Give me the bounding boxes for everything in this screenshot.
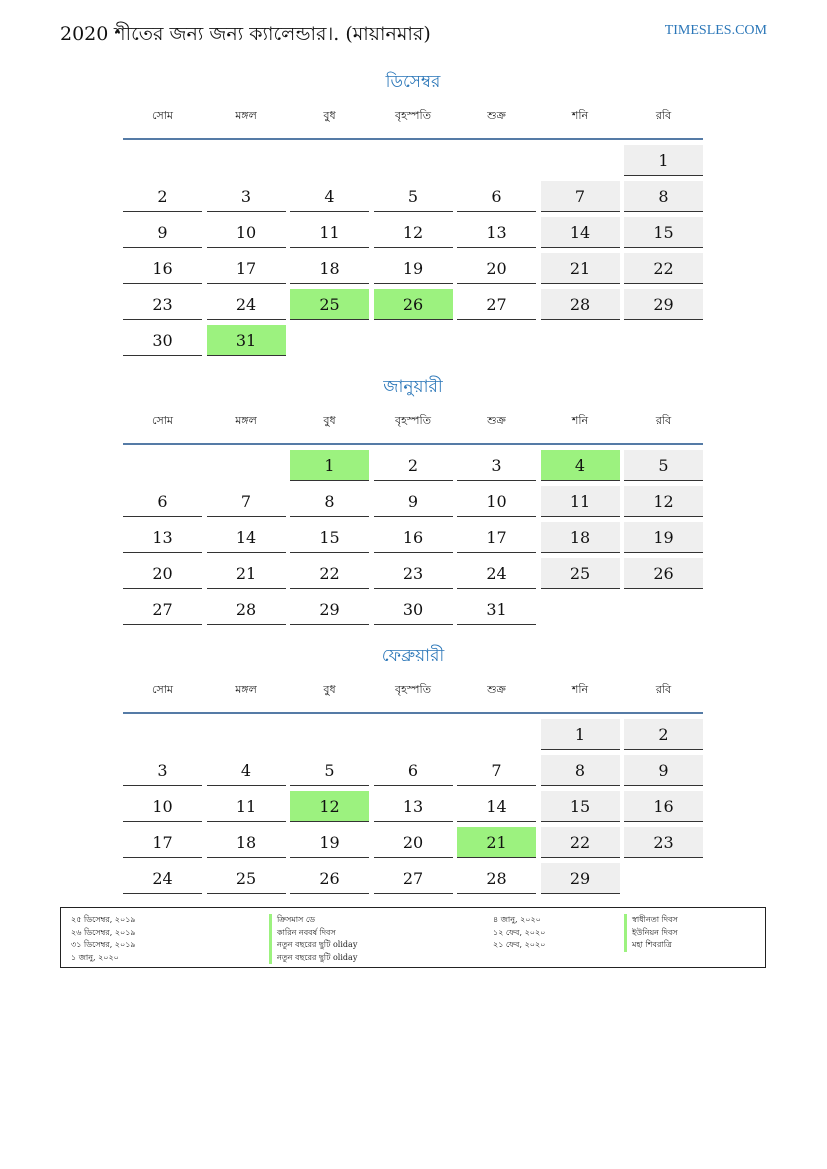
day-cell: 22 (624, 253, 703, 284)
day-grid (123, 719, 703, 894)
empty-cell (207, 719, 286, 750)
day-cell: 21 (207, 558, 286, 589)
legend-entry: ক্রিসমাস ডে (269, 914, 357, 927)
weekday-label: বৃহস্পতি (395, 414, 431, 427)
weekday-label: মঙ্গল (235, 414, 257, 427)
day-cell: 8 (541, 755, 620, 786)
day-cell: 27 (457, 289, 536, 320)
day-cell: 21 (541, 253, 620, 284)
day-cell: 1 (624, 145, 703, 176)
weekday-label: সোম (151, 414, 174, 427)
month-title: ফেব্রুয়ারী (381, 646, 445, 666)
weekday-label: রবি (655, 109, 672, 122)
day-cell: 6 (123, 486, 202, 517)
weekday-label: শনি (571, 109, 589, 122)
day-cell: 5 (624, 450, 703, 481)
day-cell: 17 (123, 827, 202, 858)
legend-entry: ২১ ফেব, ২০২০ (493, 940, 546, 949)
day-cell: 20 (374, 827, 453, 858)
legend-dates-1 (71, 914, 136, 964)
day-cell: 24 (457, 558, 536, 589)
day-cell: 31 (457, 594, 536, 625)
empty-cell (457, 719, 536, 750)
month-january (123, 375, 703, 625)
day-cell: 21 (457, 827, 536, 858)
legend-entry: ৩১ ডিসেম্বর, ২০১৯ (71, 940, 136, 949)
day-cell: 11 (290, 217, 369, 248)
day-cell: 2 (624, 719, 703, 750)
day-cell: 1 (290, 450, 369, 481)
month-title: জানুয়ারী (383, 377, 443, 397)
day-cell: 10 (123, 791, 202, 822)
empty-cell (290, 145, 369, 176)
page-title: 2020 শীতের জন্য জন্য ক্যালেন্ডার।. (মায়ানমার) (60, 23, 431, 45)
day-cell: 13 (123, 522, 202, 553)
day-cell: 9 (374, 486, 453, 517)
day-cell: 14 (541, 217, 620, 248)
month-december (123, 70, 703, 356)
weekday-label: শুক্র (487, 109, 506, 122)
legend-dates-2 (493, 914, 545, 952)
weekday-label: বৃহস্পতি (395, 683, 431, 696)
day-cell: 2 (123, 181, 202, 212)
day-cell: 24 (123, 863, 202, 894)
day-cell: 7 (457, 755, 536, 786)
day-grid (123, 145, 703, 356)
weekday-label: মঙ্গল (235, 109, 257, 122)
day-cell: 28 (457, 863, 536, 894)
day-cell: 15 (290, 522, 369, 553)
day-cell: 17 (457, 522, 536, 553)
site-link[interactable]: TIMESLES.COM (664, 23, 767, 38)
day-cell: 29 (624, 289, 703, 320)
legend-entry: ২৬ ডিসেম্বর, ২০১৯ (71, 927, 136, 937)
legend-entry: ২৫ ডিসেম্বর, ২০১৯ (71, 915, 136, 924)
empty-cell (541, 145, 620, 176)
day-cell: 31 (207, 325, 286, 356)
day-cell: 22 (541, 827, 620, 858)
day-grid (123, 450, 703, 625)
day-cell: 25 (290, 289, 369, 320)
day-cell: 28 (207, 594, 286, 625)
day-cell: 24 (207, 289, 286, 320)
weekday-label: বুধ (323, 683, 336, 696)
day-cell: 23 (374, 558, 453, 589)
month-title: ডিসেম্বর (385, 72, 441, 92)
day-cell: 11 (541, 486, 620, 517)
legend-entry: ১২ ফেব, ২০২০ (493, 927, 546, 937)
day-cell: 27 (123, 594, 202, 625)
day-cell: 28 (541, 289, 620, 320)
day-cell: 3 (123, 755, 202, 786)
day-cell: 3 (207, 181, 286, 212)
empty-cell (123, 450, 202, 481)
day-cell: 10 (207, 217, 286, 248)
empty-cell (374, 145, 453, 176)
weekday-label: বৃহস্পতি (395, 109, 431, 122)
day-cell: 7 (207, 486, 286, 517)
day-cell: 5 (290, 755, 369, 786)
day-cell: 18 (541, 522, 620, 553)
day-cell: 7 (541, 181, 620, 212)
weekday-label: রবি (655, 414, 672, 427)
legend-entry: কারিন নববর্ষ দিবস (269, 927, 357, 940)
day-cell: 4 (290, 181, 369, 212)
day-cell: 19 (290, 827, 369, 858)
day-cell: 18 (207, 827, 286, 858)
weekday-label: শনি (571, 683, 589, 696)
day-cell: 18 (290, 253, 369, 284)
day-cell: 5 (374, 181, 453, 212)
holiday-legend (60, 907, 766, 968)
day-cell: 1 (541, 719, 620, 750)
day-cell: 30 (123, 325, 202, 356)
day-cell: 23 (624, 827, 703, 858)
weekday-header (123, 678, 703, 714)
weekday-label: সোম (151, 109, 174, 122)
day-cell: 17 (207, 253, 286, 284)
weekday-header (123, 409, 703, 445)
day-cell: 6 (457, 181, 536, 212)
day-cell: 13 (457, 217, 536, 248)
empty-cell (290, 719, 369, 750)
legend-entry: ইউনিয়ন দিবস (624, 927, 678, 940)
day-cell: 8 (624, 181, 703, 212)
day-cell: 26 (624, 558, 703, 589)
legend-entry: ৪ জানু, ২০২০ (493, 915, 541, 924)
weekday-label: মঙ্গল (235, 683, 257, 696)
legend-entry: নতুন বছরের ছুটি oliday (269, 939, 357, 952)
empty-cell (123, 719, 202, 750)
weekday-header (123, 104, 703, 140)
day-cell: 9 (624, 755, 703, 786)
day-cell: 23 (123, 289, 202, 320)
day-cell: 19 (624, 522, 703, 553)
day-cell: 29 (541, 863, 620, 894)
day-cell: 14 (457, 791, 536, 822)
day-cell: 6 (374, 755, 453, 786)
month-february (123, 644, 703, 894)
weekday-label: বুধ (323, 414, 336, 427)
day-cell: 27 (374, 863, 453, 894)
day-cell: 13 (374, 791, 453, 822)
day-cell: 26 (290, 863, 369, 894)
day-cell: 29 (290, 594, 369, 625)
day-cell: 15 (541, 791, 620, 822)
legend-entry: নতুন বছরের ছুটি oliday (269, 952, 357, 965)
day-cell: 10 (457, 486, 536, 517)
day-cell: 4 (207, 755, 286, 786)
day-cell: 19 (374, 253, 453, 284)
day-cell: 15 (624, 217, 703, 248)
weekday-label: সোম (151, 683, 174, 696)
day-cell: 4 (541, 450, 620, 481)
day-cell: 2 (374, 450, 453, 481)
day-cell: 16 (123, 253, 202, 284)
day-cell: 8 (290, 486, 369, 517)
empty-cell (207, 450, 286, 481)
day-cell: 16 (624, 791, 703, 822)
day-cell: 9 (123, 217, 202, 248)
day-cell: 12 (624, 486, 703, 517)
day-cell: 12 (374, 217, 453, 248)
legend-entry: স্বাধীনতা দিবস (624, 914, 678, 927)
day-cell: 3 (457, 450, 536, 481)
empty-cell (123, 145, 202, 176)
day-cell: 25 (541, 558, 620, 589)
day-cell: 22 (290, 558, 369, 589)
day-cell: 26 (374, 289, 453, 320)
day-cell: 30 (374, 594, 453, 625)
legend-entry: মহা শিবরাত্রি (624, 939, 678, 952)
weekday-label: শনি (571, 414, 589, 427)
day-cell: 12 (290, 791, 369, 822)
empty-cell (374, 719, 453, 750)
legend-names-1 (269, 914, 357, 964)
empty-cell (457, 145, 536, 176)
day-cell: 20 (123, 558, 202, 589)
weekday-label: শুক্র (487, 414, 506, 427)
day-cell: 16 (374, 522, 453, 553)
legend-entry: ১ জানু, ২০২০ (71, 952, 119, 962)
weekday-label: শুক্র (487, 683, 506, 696)
weekday-label: বুধ (323, 109, 336, 122)
day-cell: 25 (207, 863, 286, 894)
day-cell: 20 (457, 253, 536, 284)
day-cell: 14 (207, 522, 286, 553)
weekday-label: রবি (655, 683, 672, 696)
empty-cell (207, 145, 286, 176)
day-cell: 11 (207, 791, 286, 822)
legend-names-2 (624, 914, 678, 952)
